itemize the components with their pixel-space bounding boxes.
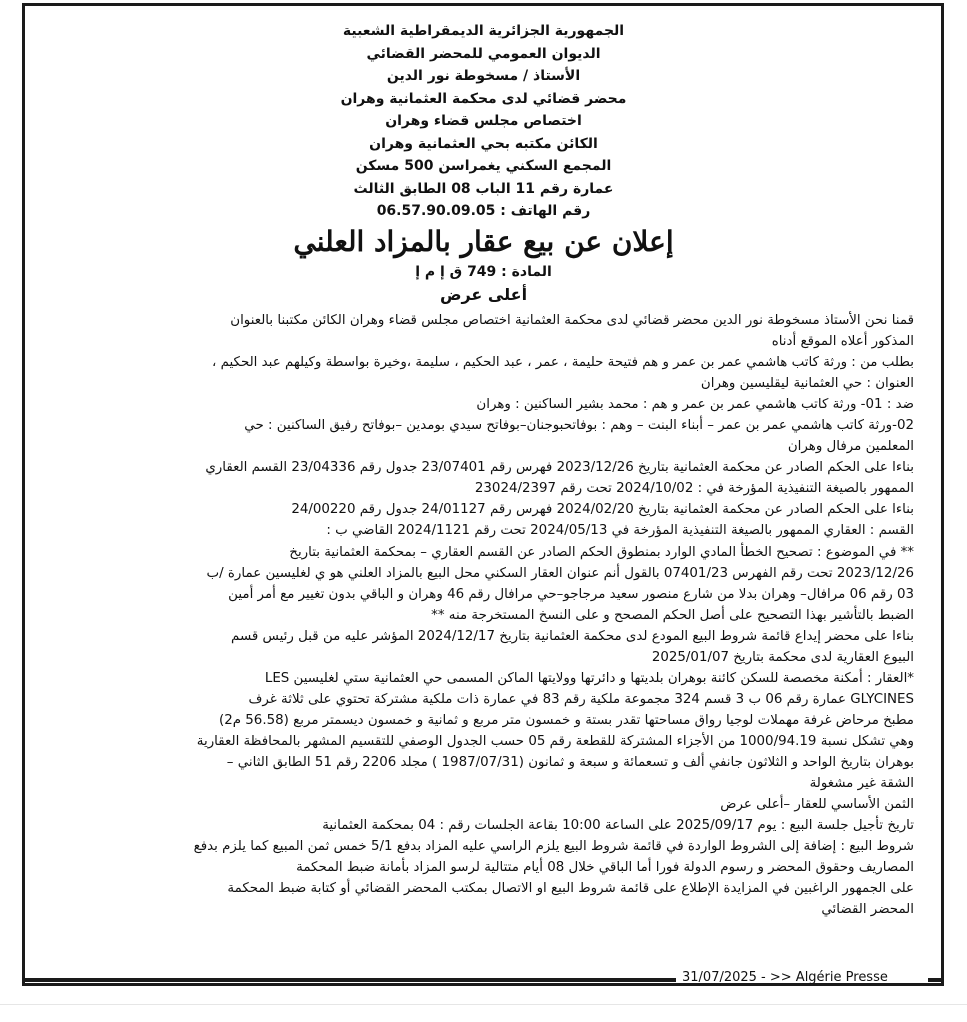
body-line: على الجمهور الراغبين في المزايدة الإطلاع على قائمة شروط البيع او الاتصال بمكتب المحضر القضائي أو كتابة ضبط المحكمة [227,881,914,897]
header-line: الديوان العمومي للمحضر القضائي [366,45,601,62]
body-line: ** في الموضوع : تصحيح الخطأ المادي الوارد بمنطوق الحكم الصادر عن القسم العقاري – بمحكمة العثمانية بتاريخ [289,544,914,560]
header-line: اختصاص مجلس قضاء وهران [385,113,582,129]
body-line: الضبط بالتأشير بهذا التصحيح على أصل الحكم المصحح و على النسخ المستخرجة منه ** [431,607,914,623]
notice-title: إعلان عن بيع عقار بالمزاد العلني [293,225,674,258]
body-line: بطلب من : ورثة كاتب هاشمي عمر بن عمر و هم فتيحة حليمة ، عمر ، عبد الحكيم ، سليمة ،وخيرة بواسطة وكيلهم عبد الحكيم ، [212,355,914,371]
body-line: تاريخ تأجيل جلسة البيع : يوم 2025/09/17 على الساعة 10:00 بقاعة الجلسات رقم : 04 بمحكمة العثمانية [322,818,914,834]
header-line: الجمهورية الجزائرية الديمقراطية الشعبية [342,23,625,39]
body-line: شروط البيع : إضافة إلى الشروط الواردة في قائمة شروط البيع يلزم الراسي عليه المزاد بدفع 5/1 خمس ثمن المبيع كما يلزم بدفع [193,839,914,855]
footer [0,968,967,992]
body-line: قمنا نحن الأستاذ مسخوطة نور الدين محضر قضائي لدى محكمة العثمانية اختصاص مجلس قضاء وهران الكائن مكتبنا بالعنوان [230,313,914,328]
body-line: 2023/12/26 تحت رقم الفهرس 07401/23 بالقول أنم عنوان العقار السكني محل البيع بالمزاد العلني هو ي لغليسين عمارة /ب [206,565,914,581]
body-line: GLYCINES عمارة رقم 06 ب 3 قسم 324 مجموعة ملكية رقم 83 في عمارة ذات ملكية مشتركة تحتوي على ثلاثة غرف [248,691,914,707]
header-line: الكائن مكتبه بحي العثمانية وهران [369,135,598,152]
body-line: 02-ورثة كاتب هاشمي عمر بن عمر – أبناء البنت – وهم : بوفاتحبوجنان–بوفاتح سيدي بومدين –بوفاتح رفيق الساكنين : حي [244,418,914,434]
body-line: الممهور بالصيغة التنفيذية المؤرخة في : 2024/10/02 تحت رقم 23024/2397 [474,481,914,497]
phone-line: رقم الهاتف : 06.57.90.09.05 [376,203,591,219]
signature-line: المحضر القضائي [821,902,914,918]
article-reference: المادة : 749 ق إ م إ [415,264,552,280]
notice-header [0,20,967,223]
body-line: وهي تشكل نسبة 1000/94.19 من الأجزاء المشتركة للقطعة رقم 05 حسب الجدول الوصفي للتقسيم المشهر بالمحافظة العقارية [196,733,914,749]
footer-rule-left [22,978,676,982]
notice-body [44,310,914,920]
source-credit: 31/07/2025 - >> Algérie Presse [682,970,888,985]
header-line: عمارة رقم 11 الباب 08 الطابق الثالث [353,180,614,197]
body-line: الثمن الأساسي للعقار –أعلى عرض [720,797,914,813]
body-line: البيوع العقارية لدى محكمة بتاريخ 2025/01/07 [651,649,914,665]
body-line: بناءا على الحكم الصادر عن محكمة العثمانية بتاريخ 2024/02/20 فهرس رقم 24/01127 جدول رقم 24/00220 [291,502,914,518]
body-line: القسم : العقاري الممهور بالصيغة التنفيذية المؤرخة في 2024/05/13 تحت رقم 2024/1121 القاضي ب : [326,523,914,539]
body-line: *العقار : أمكنة مخصصة للسكن كائنة بوهران بلديتها و دائرتها وولايتها الماكن المسمى حي العثمانية ستي لغليسين LES [264,670,914,686]
footer-rule-right [928,978,944,982]
body-line: المصاريف وحقوق المحضر و رسوم الدولة فورا أما الباقي خلال 08 أيام متتالية لرسو المزاد بأمانة ضبط المحكمة [296,860,914,876]
body-line: بناءا على الحكم الصادر عن محكمة العثمانية بتاريخ 2023/12/26 فهرس رقم 23/07401 جدول رقم 23/04336 القسم العقاري [205,460,914,476]
body-line: 03 رقم 06 مرافال– وهران بدلا من شارع منصور سعيد مرجاجو–حي مرافال رقم 46 وهران و الباقي بدون تغيير مع أمر أمين [228,586,914,602]
body-line: الشقة غير مشغولة [809,776,914,792]
body-line: ضد : 01- ورثة كاتب هاشمي عمر بن عمر و هم : محمد بشير الساكنين : وهران [476,397,914,413]
body-line: بناءا على محضر إيداع قائمة شروط البيع المودع لدى محكمة العثمانية بتاريخ 2024/12/17 المؤشر عليه من قبل رئيس قسم [231,628,914,644]
header-line: الأستاذ / مسخوطة نور الدين [386,68,581,84]
body-line: المذكور أعلاه الموقع أدناه [771,334,914,350]
header-line: المجمع السكني يغمراسن 500 مسكن [355,158,612,174]
body-line: بوهران بتاريخ الواحد و الثلاثون جانفي ألف و تسعمائة و سبعة و ثمانون (1987/07/31 ) مجلد 2206 رقم 51 الطابق الثاني – [226,754,914,770]
scan-divider [0,1004,967,1005]
body-line: مطبخ مرحاض غرفة مهملات لوجيا رواق مساحتها تقدر بستة و خمسون متر مربع و ثمانية و خمسون ديسمتر مربع (56.58 م2) [218,712,914,728]
body-line: العنوان : حي العثمانية ليقليسين وهران [700,376,914,392]
highest-offer-heading: أعلى عرض [439,285,528,304]
header-line: محضر قضائي لدى محكمة العثمانية وهران [340,90,627,107]
body-line: المعلمين مرفال وهران [787,439,914,455]
